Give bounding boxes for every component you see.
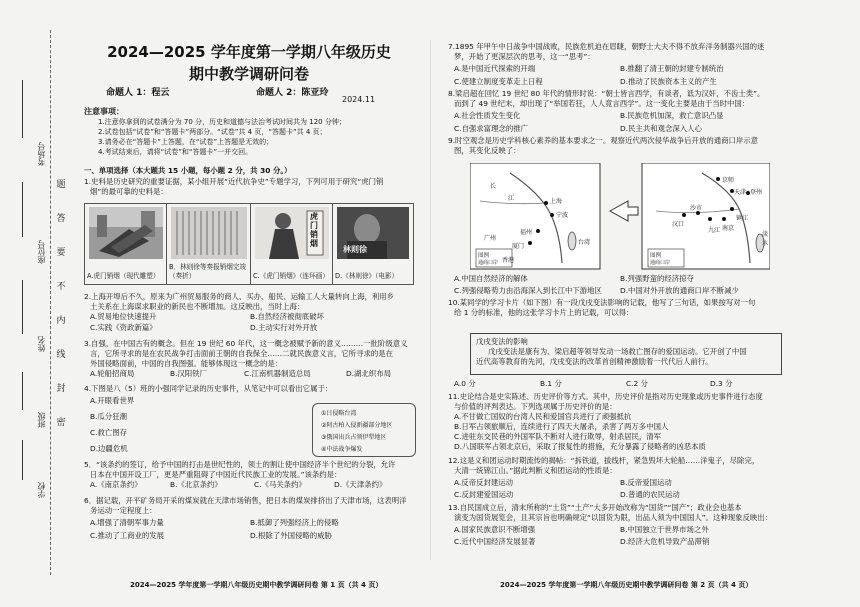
option-d[interactable]: D.《天津条约》 bbox=[334, 480, 387, 489]
label-xuexiao: 学校 bbox=[37, 482, 46, 498]
question-stem: 务运动一定程度上： bbox=[90, 506, 157, 515]
question-12 bbox=[448, 456, 790, 500]
map-label: 广州 bbox=[484, 235, 497, 242]
question-stem: 7.1895 年甲午中日战争中国战败，民族危机迫在眉睫，朝野士大夫不得不放弃洋务制器兴国的迷 bbox=[448, 42, 765, 51]
option-caption: B．林则徐等奏报销烟完竣（奏折） bbox=[169, 263, 247, 280]
option-a[interactable]: A.国家民族意识不断增强 bbox=[454, 525, 536, 534]
question-stem: 12.这是义和团运动时期流传的揭帖：“拆铁道，拔线杆，紧急毁坏大轮船……洋鬼子，尽除完， bbox=[448, 456, 760, 465]
map-label: 汉口 bbox=[672, 221, 685, 228]
note-entry: ②阿古柏入侵新疆部分地区 bbox=[321, 422, 393, 429]
question-2 bbox=[84, 292, 416, 336]
option-b[interactable]: B.汉阳铁厂 bbox=[170, 369, 207, 378]
seal-char: 要 bbox=[56, 248, 66, 258]
question-stem: 而到了 49 世纪末，却出现了“举国若狂，人人竟言西学”。这一变化主要是由于当时中国： bbox=[454, 99, 750, 108]
option-c[interactable]: C.江南机器制造总局 bbox=[244, 369, 311, 378]
option-c[interactable]: C.进驻东交民巷的外国军队不断对人进行欺辱，射杀居民，清军 bbox=[454, 432, 662, 441]
option-a[interactable]: A.社会性质发生变化 bbox=[454, 111, 521, 120]
question-stem: 13.自民国成立后，清末所称的“土货”“土产”大多开始改称为“国货”“国产”；政业会也基本 bbox=[448, 503, 742, 512]
option-d[interactable]: D.3 分 bbox=[710, 379, 733, 388]
option-a[interactable]: A.是中国近代探索的开端 bbox=[454, 64, 536, 73]
question-stem: 9.时空观念是历史学科核心素养的基本要求之一。观察近代两次侵华战争后开放的通商口岸示意 bbox=[448, 136, 759, 145]
legend-item: 通商口岸 bbox=[650, 260, 671, 266]
option-b[interactable]: B.日军占领旅顺后，连续进行了四天大屠杀，杀害了两万多中国人 bbox=[454, 422, 669, 431]
question-stem: 6．据记载，开平矿务局开采的煤炭就在天津市场销售，把日本的煤炭排挤出了天津市场，这表明洋 bbox=[84, 496, 407, 505]
exam-subtitle: 期中教学调研问卷 bbox=[188, 65, 309, 83]
option-c[interactable]: C.2 分 bbox=[626, 379, 648, 388]
seal-char: 封 bbox=[56, 384, 66, 394]
option-b[interactable]: B.民族危机加深，救亡意识凸显 bbox=[620, 111, 724, 120]
option-a[interactable]: A.中国自然经济的解体 bbox=[454, 274, 528, 283]
treaty-ports-maps bbox=[470, 163, 770, 271]
option-d[interactable]: D.民主共和观念深入人心 bbox=[620, 124, 702, 133]
label-xingming: 姓名 bbox=[37, 336, 46, 352]
question-7 bbox=[448, 42, 790, 86]
question-stem: 土关系在上海谋求职业的新民也不断增加。这反映出，当时上海： bbox=[90, 302, 305, 311]
author-2: 命题人 2：陈亚玲 bbox=[256, 88, 329, 98]
seal-char: 内 bbox=[56, 316, 66, 326]
question-stem: 烟”的最可靠的史料是： bbox=[90, 187, 168, 196]
map-label: 福州 bbox=[520, 229, 533, 236]
question-1 bbox=[84, 177, 416, 197]
option-b[interactable]: B.推翻了清王朝的封建专制统治 bbox=[620, 64, 724, 73]
seal-char: 答 bbox=[56, 214, 66, 224]
option-c[interactable]: C.使建立制度变革走上日程 bbox=[454, 77, 543, 86]
note-item: 3.请务必在“答题卡”上答题，在“试卷”上答题是无效的； bbox=[98, 138, 274, 146]
memorial-document-photo bbox=[171, 207, 247, 259]
question-4 bbox=[84, 384, 333, 460]
legend-item: 通商口岸 bbox=[478, 260, 499, 266]
map-label: 登州 bbox=[750, 189, 763, 196]
question-stem: 大清一统锦江山。”据此判断义和团运动的性质是： bbox=[454, 466, 617, 475]
option-a[interactable]: A.贸易地位快速提升 bbox=[90, 312, 157, 321]
question-stem: 梦，开始了更深层次的思考，这一“思考”： bbox=[454, 52, 595, 61]
question-11 bbox=[448, 392, 790, 452]
question-stem: 日本在中国开设工厂，更是严重阻碍了中国近代民族工业的发展。”该条约是： bbox=[90, 470, 342, 479]
map-label: 淡水 bbox=[762, 231, 769, 247]
kaochang-field[interactable] bbox=[22, 80, 23, 138]
map-label: 上海 bbox=[550, 198, 563, 205]
map-label: 镇江 bbox=[736, 215, 749, 222]
option-d[interactable]: D.湖北织布局 bbox=[346, 369, 391, 378]
option-b[interactable]: B.中国独立于世界市场之外 bbox=[620, 525, 709, 534]
question-3 bbox=[84, 339, 416, 381]
question-10 bbox=[448, 298, 790, 318]
option-b[interactable]: B.列强野蛮的经济掠夺 bbox=[620, 274, 694, 283]
question-8 bbox=[448, 89, 790, 133]
label-kaochang: 考场号 bbox=[37, 142, 46, 166]
label-zuowei: 座位号 bbox=[37, 240, 46, 264]
comic-title: 虎门销烟 bbox=[310, 212, 318, 248]
option-d[interactable]: D.推动了民族资本主义的产生 bbox=[620, 77, 717, 86]
map-label: 九江 bbox=[708, 227, 721, 234]
note-entry: ④中法战争爆发 bbox=[321, 446, 363, 453]
section-heading: 一、单项选择（本大题共 15 小题，每小题 2 分，共 30 分。） bbox=[84, 166, 292, 175]
option-b[interactable]: B.瓜分狂潮 bbox=[90, 412, 127, 421]
question-stem: 10.某同学的学习卡片（如下图）有一段戊戌变法影响的记载，他写了三句话，如果按写对一句 bbox=[448, 298, 756, 307]
page-1 bbox=[84, 0, 414, 607]
student-notebook-card bbox=[312, 403, 416, 457]
note-item: 4.考试结束后，请将“试卷”和“答题卡”一并交回。 bbox=[98, 148, 253, 156]
seal-char: 线 bbox=[56, 350, 66, 360]
question-stem: 给 1 分的标准，他的这张学习卡片上的记载，可以得： bbox=[454, 308, 634, 317]
page-footer: 2024—2025 学年度第一学期八年级历史期中教学调研问卷 第 1 页（共 4 页） bbox=[130, 581, 383, 589]
option-b[interactable]: B.自然经济被彻底破坏 bbox=[250, 312, 324, 321]
note-item: 2.试卷包括“试卷”和“答题卡”两部分。“试卷”共 4 页，“答题卡”共 4 页； bbox=[98, 128, 327, 136]
question-stem: 8.梁启超在回忆 19 世纪 80 年代的情形时说：“朝士皆言西学，有谈者，诋为汉奸，不齿士类”。 bbox=[448, 89, 765, 98]
legend-title: 图例 bbox=[650, 253, 662, 259]
option-a[interactable]: A.反帝反封建运动 bbox=[454, 478, 514, 487]
map-label: 沙市 bbox=[690, 205, 703, 212]
question-stem: 1.史料是历史研究的重要证据，某小组开展“近代抗争史”专题学习，下列可用于研究“虎门销 bbox=[84, 177, 384, 186]
option-a[interactable]: A.开眼看世界 bbox=[90, 396, 135, 405]
option-a[interactable]: A.不甘做亡国奴的台湾人民和爱国官兵进行了顽强抵抗 bbox=[454, 412, 632, 421]
option-d[interactable]: D.根除了外国侵略的威胁 bbox=[250, 531, 332, 540]
xuexiao-field[interactable] bbox=[22, 440, 23, 480]
option-b[interactable]: B.反帝爱国运动 bbox=[620, 478, 672, 487]
option-c[interactable]: C.列强侵略势力由沿海深入到长江中下游地区 bbox=[454, 286, 602, 295]
seal-char: 题 bbox=[56, 180, 66, 190]
card-text: 戊戌变法是康有为、梁启超等领导发动一场救亡图存的爱国运动。它开创了中国 bbox=[488, 347, 747, 356]
option-c[interactable]: C.反封建爱国运动 bbox=[454, 490, 514, 499]
card-text: 近代高等教育的先河，戊戌变法的改革首创精神激励着一代代后人前行。 bbox=[476, 357, 713, 366]
notes-list bbox=[98, 117, 418, 157]
seal-char: 不 bbox=[56, 282, 66, 292]
question-stem: 演变为国货展览会，且其宗旨也明确规定“以国货为限，出品人须为中国国人”。这种现象反映出： bbox=[454, 513, 773, 522]
option-c-image[interactable] bbox=[251, 204, 333, 284]
page-footer: 2024—2025 学年度第一学期八年级历史期中教学调研问卷 第 2 页（共 4 页） bbox=[500, 581, 753, 589]
question-stem: 与价值的评判表达。下列选项属于历史评价的是： bbox=[454, 402, 617, 411]
author-1: 命题人 1：程云 bbox=[106, 88, 170, 98]
q1-image-options bbox=[84, 203, 414, 285]
option-b[interactable]: B.《北京条约》 bbox=[170, 480, 222, 489]
seal-char: 密 bbox=[56, 418, 66, 428]
legend-title: 图例 bbox=[478, 253, 490, 259]
map-label: 宁波 bbox=[556, 212, 569, 219]
note-entry: ①日侵略台湾 bbox=[321, 410, 357, 417]
map-label: 长 bbox=[490, 183, 497, 190]
option-c[interactable]: C.《马关条约》 bbox=[254, 480, 306, 489]
xingming-field[interactable] bbox=[22, 280, 23, 334]
question-stem: 外国侵略面前，中国的自我图强。能够体现这一概念的是： bbox=[90, 359, 283, 368]
binding-strip bbox=[0, 0, 66, 607]
option-a-image[interactable] bbox=[85, 204, 167, 284]
map-label: 台湾 bbox=[578, 239, 591, 246]
column-divider bbox=[430, 40, 431, 560]
question-6 bbox=[84, 496, 416, 540]
card-title: 戊戌变法的影响 bbox=[476, 337, 528, 346]
option-d-image[interactable] bbox=[333, 204, 413, 284]
option-d[interactable]: D.八国联军占领北京后，采取了报复性的措施，充分暴露了侵略者的凶恶本质 bbox=[454, 442, 706, 451]
option-d[interactable]: D.中国对外开放的通商口岸不断减少 bbox=[620, 286, 739, 295]
question-stem: 言，它所寻求的是在农民战争打击面前王朝的自我保全……二就民族意义言，它所寻求的是在 bbox=[90, 349, 394, 358]
question-9 bbox=[448, 136, 790, 156]
option-caption: C.《虎门销烟》（连环画） bbox=[253, 272, 329, 280]
option-c[interactable]: C.近代中国经济发展显著 bbox=[454, 537, 536, 546]
note-item: 1.注意你拿到的试卷满分为 70 分，历史和道德与法治考试时间共为 120 分钟； bbox=[98, 118, 346, 126]
exam-date: 2024.11 bbox=[342, 95, 376, 104]
option-a[interactable]: A.0 分 bbox=[454, 379, 476, 388]
option-b[interactable]: B.抵御了列强经济上的侵略 bbox=[250, 518, 339, 527]
option-b[interactable]: B.1 分 bbox=[540, 379, 562, 388]
option-caption: A.虎门销烟（现代雕塑） bbox=[87, 272, 160, 280]
question-stem: 11.史论结合是史实陈述、历史评价等方式。其中，历史评价是指对历史现象或历史事件进行态度 bbox=[448, 392, 763, 401]
cut-line bbox=[50, 30, 51, 575]
option-c[interactable]: C.推动了工商业的发展 bbox=[90, 531, 165, 540]
map-label: 京师 bbox=[722, 177, 735, 184]
label-banji: 班级 bbox=[37, 412, 46, 428]
map-label: 南京 bbox=[722, 225, 735, 232]
page-2 bbox=[448, 0, 788, 607]
study-card bbox=[470, 333, 782, 375]
question-5 bbox=[84, 460, 416, 492]
question-stem: 3.自强，在中国古有的概念。但在 19 世纪 60 年代，这一概念被赋予新的意义………一批阶级意义 bbox=[84, 339, 408, 348]
option-a[interactable]: A.轮船招商局 bbox=[90, 369, 135, 378]
option-c[interactable]: C.实践《资政新篇》 bbox=[90, 323, 157, 332]
option-c[interactable]: C.救亡图存 bbox=[90, 428, 128, 437]
map-label: 香港 bbox=[502, 257, 515, 264]
note-entry: ③俄国出兵占领伊犁地区 bbox=[321, 434, 387, 441]
zuowei-field[interactable] bbox=[22, 182, 23, 237]
question-9-options bbox=[448, 274, 790, 298]
notes-heading: 注意事项： bbox=[84, 107, 124, 116]
option-a[interactable]: A.增强了清朝军事力量 bbox=[90, 518, 164, 527]
exam-title: 2024—2025 学年度第一学期八年级历史 bbox=[107, 43, 391, 61]
map-label: 厦门 bbox=[512, 243, 525, 250]
banji-field[interactable] bbox=[22, 372, 23, 410]
map-label: 江 bbox=[508, 195, 515, 202]
option-d[interactable]: D.普通的农民运动 bbox=[620, 490, 680, 499]
question-stem: 5．“该条约的签订，给予中国的打击是世纪性的，领土的割让使中国经济半个世纪的分裂，允许 bbox=[84, 460, 396, 469]
question-10-options bbox=[448, 379, 790, 391]
option-c[interactable]: C.自强求富理念的推广 bbox=[454, 124, 529, 133]
option-d[interactable]: D.经济大危机导致产品滞销 bbox=[620, 537, 710, 546]
map-label: 天津 bbox=[734, 189, 747, 196]
option-a[interactable]: A.《南京条约》 bbox=[90, 480, 142, 489]
option-caption: D.《林则徐》（电影） bbox=[335, 272, 399, 280]
question-13 bbox=[448, 503, 790, 547]
option-d[interactable]: D.边疆危机 bbox=[90, 444, 128, 453]
question-stem: 4.下图是八（5）班的小强同学记录的历史事件，从笔记中可以看出它属于： bbox=[84, 384, 333, 393]
movie-title: 林则徐 bbox=[343, 245, 367, 254]
question-stem: 2.上海开埠后不久，原来为广州贸易服务的商人、买办、船民、运输工人大量转向上海，利用乡 bbox=[84, 292, 395, 301]
sculpture-photo bbox=[89, 207, 163, 259]
question-stem: 图，其变化反映了： bbox=[454, 146, 521, 155]
option-d[interactable]: D.主动实行对外开放 bbox=[250, 323, 318, 332]
option-b-image[interactable] bbox=[167, 204, 251, 284]
